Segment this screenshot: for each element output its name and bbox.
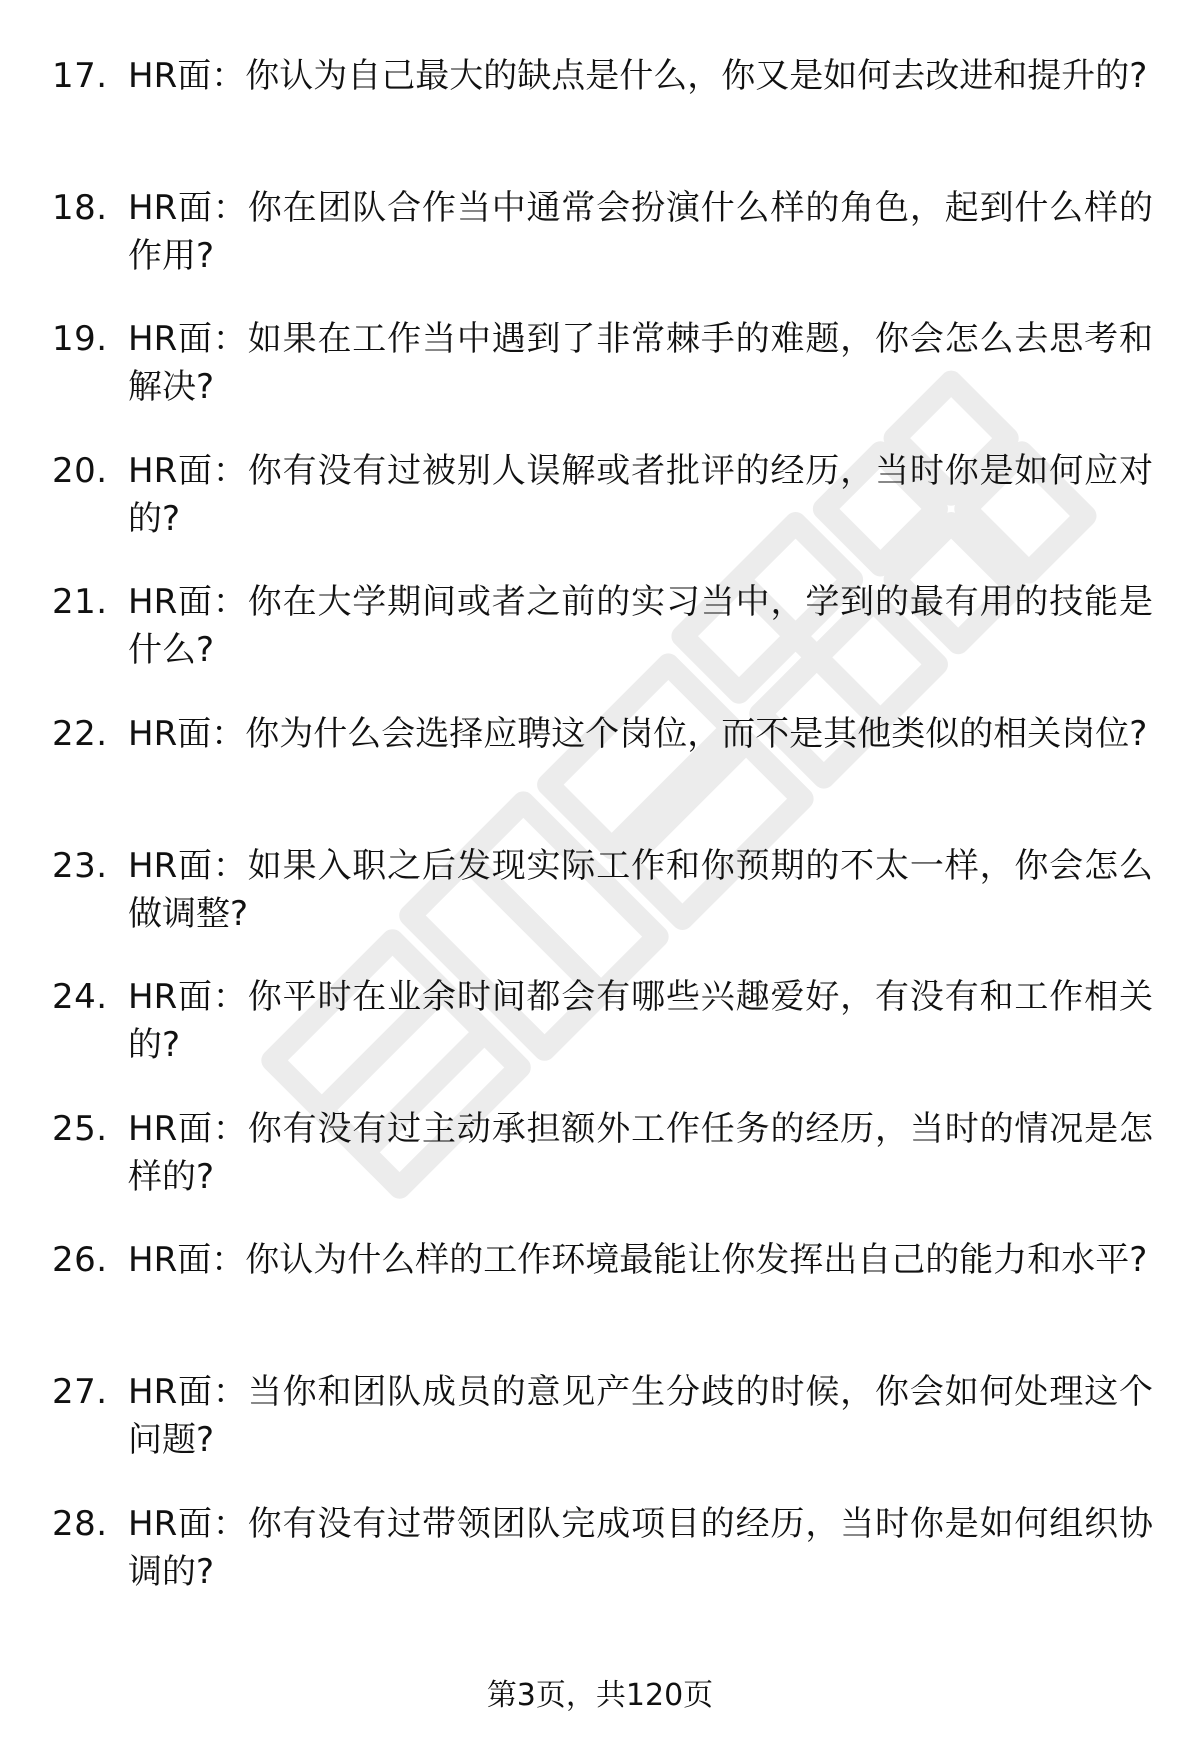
question-number: 20. [52,450,108,491]
question-item [0,184,1200,316]
question-text: HR面：你有没有过被别人误解或者批评的经历，当时你是如何应对的? [128,450,1153,539]
question-item [0,315,1200,447]
question-item [0,1368,1200,1500]
question-number: 19. [52,319,108,360]
question-text: HR面：你为什么会选择应聘这个岗位，而不是其他类似的相关岗位? [128,713,1148,754]
question-text: HR面：你认为自己最大的缺点是什么，你又是如何去改进和提升的? [128,56,1148,96]
question-number: 25. [52,1108,108,1149]
question-number: 27. [52,1371,108,1412]
question-item [0,1105,1200,1237]
question-item [0,52,1200,184]
question-text: HR面：你平时在业余时间都会有哪些兴趣爱好，有没有和工作相关的? [128,977,1153,1066]
question-number: 21. [52,582,108,623]
question-number: 17. [52,56,108,96]
question-item [0,973,1200,1105]
page-footer: 第3页，共120页 [486,1678,714,1713]
question-number: 24. [52,977,108,1018]
question-number: 28. [52,1503,108,1544]
question-text: HR面：如果在工作当中遇到了非常棘手的难题，你会怎么去思考和解决? [128,319,1153,408]
question-item [0,1236,1200,1368]
question-item [0,1500,1200,1632]
question-number: 22. [52,713,108,754]
question-item [0,710,1200,842]
question-item [0,578,1200,710]
question-number: 23. [52,845,108,886]
question-text: HR面：你有没有过主动承担额外工作任务的经历，当时的情况是怎样的? [128,1108,1153,1197]
question-number: 18. [52,187,108,228]
question-item [0,447,1200,579]
question-text: HR面：你在大学期间或者之前的实习当中，学到的最有用的技能是什么? [128,582,1153,671]
question-text: HR面：如果入职之后发现实际工作和你预期的不太一样，你会怎么做调整? [128,845,1153,934]
question-text: HR面：你有没有过带领团队完成项目的经历，当时你是如何组织协调的? [128,1503,1153,1592]
question-text: HR面：你在团队合作当中通常会扮演什么样的角色，起到什么样的作用? [128,187,1153,276]
question-item [0,842,1200,974]
question-number: 26. [52,1240,108,1281]
question-text: HR面：你认为什么样的工作环境最能让你发挥出自己的能力和水平? [128,1240,1148,1281]
question-text: HR面：当你和团队成员的意见产生分歧的时候，你会如何处理这个问题? [128,1371,1153,1460]
question-list [0,52,1200,1631]
